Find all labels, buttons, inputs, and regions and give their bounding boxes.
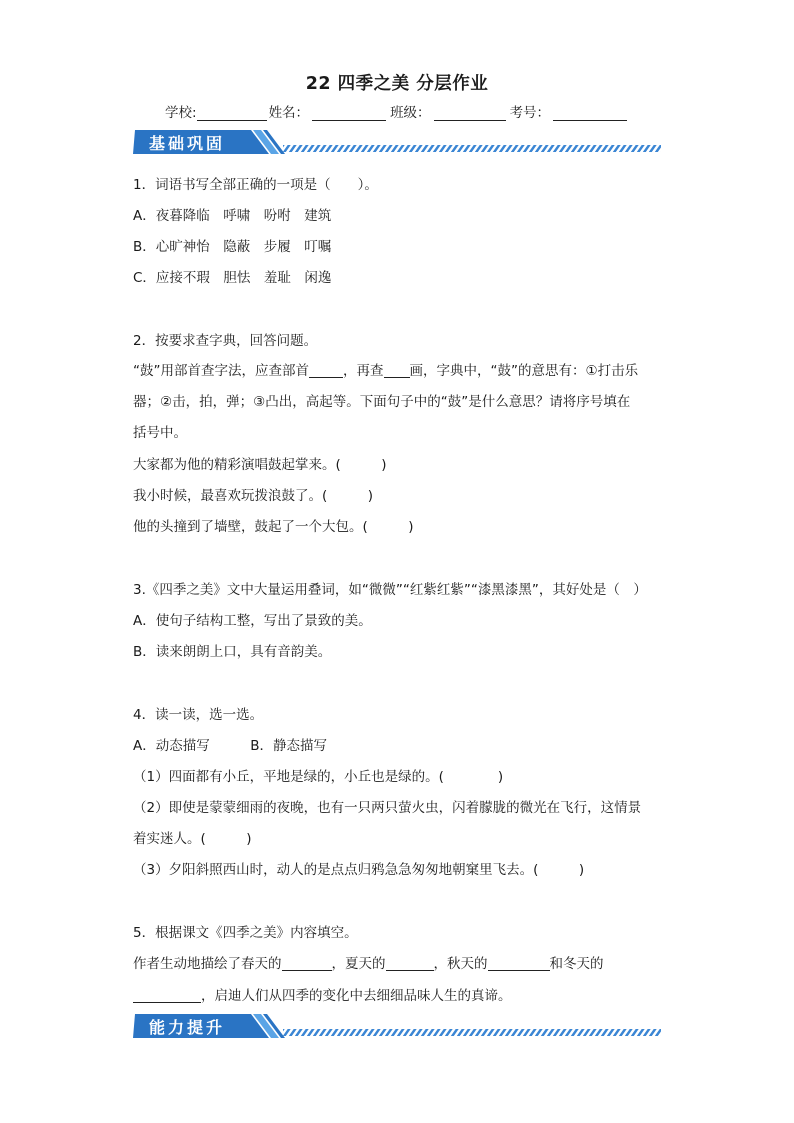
q5-text-c: ，秋天的 bbox=[433, 956, 488, 972]
q2-blank-radical[interactable] bbox=[309, 363, 343, 378]
number-field[interactable] bbox=[553, 105, 627, 121]
question-3-option-b: B．读来朗朗上口，具有音韵美。 bbox=[133, 644, 332, 660]
question-4-stem: 4．读一读，选一选。 bbox=[133, 707, 264, 723]
question-4-item-2-line-1: （2）即使是蒙蒙细雨的夜晚，也有一只两只萤火虫，闪着朦胧的微光在飞行，这情景 bbox=[133, 800, 642, 816]
question-1-stem: 1．词语书写全部正确的一项是（ ）。 bbox=[133, 177, 378, 193]
school-label: 学校: bbox=[165, 105, 197, 121]
question-1-option-a: A．夜暮降临 呼啸 吩咐 建筑 bbox=[133, 208, 332, 224]
question-1-option-b: B．心旷神怡 隐蔽 步履 叮嘱 bbox=[133, 239, 332, 255]
q2-text-a: “鼓”用部首查字法，应查部首 bbox=[133, 363, 309, 379]
name-label: 姓名： bbox=[268, 105, 310, 121]
q5-text-e: ，启迪人们从四季的变化中去细细品味人生的真谛。 bbox=[201, 988, 512, 1004]
page-title: 22 四季之美 分层作业 bbox=[305, 74, 489, 94]
section-banner-basic bbox=[133, 126, 663, 158]
q5-blank-winter[interactable] bbox=[133, 988, 201, 1003]
question-5-line-2 bbox=[133, 984, 512, 1004]
question-2-line-2: 器；②击，拍，弹；③凸出，高起等。下面句子中的“鼓”是什么意思？请将序号填在 bbox=[133, 394, 631, 410]
q5-blank-summer[interactable] bbox=[386, 956, 434, 971]
class-label: 班级： bbox=[390, 105, 431, 121]
q2-text-c: 画，字典中，“鼓”的意思有：①打击乐 bbox=[409, 363, 639, 379]
school-field[interactable] bbox=[197, 105, 267, 121]
question-4-item-2-line-2: 着实迷人。( ) bbox=[133, 831, 252, 847]
question-2-sentence-2: 我小时候，最喜欢玩拨浪鼓了。( ) bbox=[133, 488, 374, 504]
question-3-option-a: A．使句子结构工整，写出了景致的美。 bbox=[133, 613, 372, 629]
q2-text-b: ，再查 bbox=[343, 363, 384, 379]
question-2-sentence-3: 他的头撞到了墙壁，鼓起了一个大包。( ) bbox=[133, 519, 414, 535]
class-field[interactable] bbox=[434, 105, 506, 121]
name-field[interactable] bbox=[312, 105, 386, 121]
question-2-stem: 2．按要求查字典，回答问题。 bbox=[133, 333, 318, 349]
question-5-stem: 5．根据课文《四季之美》内容填空。 bbox=[133, 925, 358, 941]
question-2-sentence-1: 大家都为他的精彩演唱鼓起掌来。( ) bbox=[133, 457, 387, 473]
q5-blank-autumn[interactable] bbox=[488, 956, 550, 971]
question-2-line-1 bbox=[133, 359, 638, 379]
q5-text-b: ，夏天的 bbox=[331, 956, 386, 972]
section-title-advanced: 能力提升 bbox=[149, 1018, 226, 1037]
question-4-item-1: （1）四面都有小丘，平地是绿的，小丘也是绿的。( ) bbox=[133, 769, 504, 785]
question-4-options: A．动态描写 B．静态描写 bbox=[133, 738, 327, 754]
question-2-line-3: 括号中。 bbox=[133, 425, 187, 441]
question-1-option-c: C．应接不瑕 胆怯 羞耻 闲逸 bbox=[133, 270, 332, 286]
question-4-item-3: （3）夕阳斜照西山时，动人的是点点归鸦急急匆匆地朝窠里飞去。( ) bbox=[133, 862, 585, 878]
q5-text-d: 和冬天的 bbox=[549, 956, 604, 972]
section-title-basic: 基础巩固 bbox=[149, 134, 226, 153]
number-label: 考号： bbox=[509, 105, 551, 121]
question-5-line-1 bbox=[133, 952, 604, 972]
q5-text-a: 作者生动地描绘了春天的 bbox=[133, 956, 282, 972]
section-banner-advanced bbox=[133, 1010, 663, 1042]
q5-blank-spring[interactable] bbox=[282, 956, 332, 971]
student-info-row bbox=[165, 101, 629, 121]
question-3-stem: 3.《四季之美》文中大量运用叠词，如“微微”“红紫红紫”“漆黑漆黑”，其好处是（ ） bbox=[133, 582, 647, 598]
q2-blank-strokes[interactable] bbox=[384, 363, 410, 378]
